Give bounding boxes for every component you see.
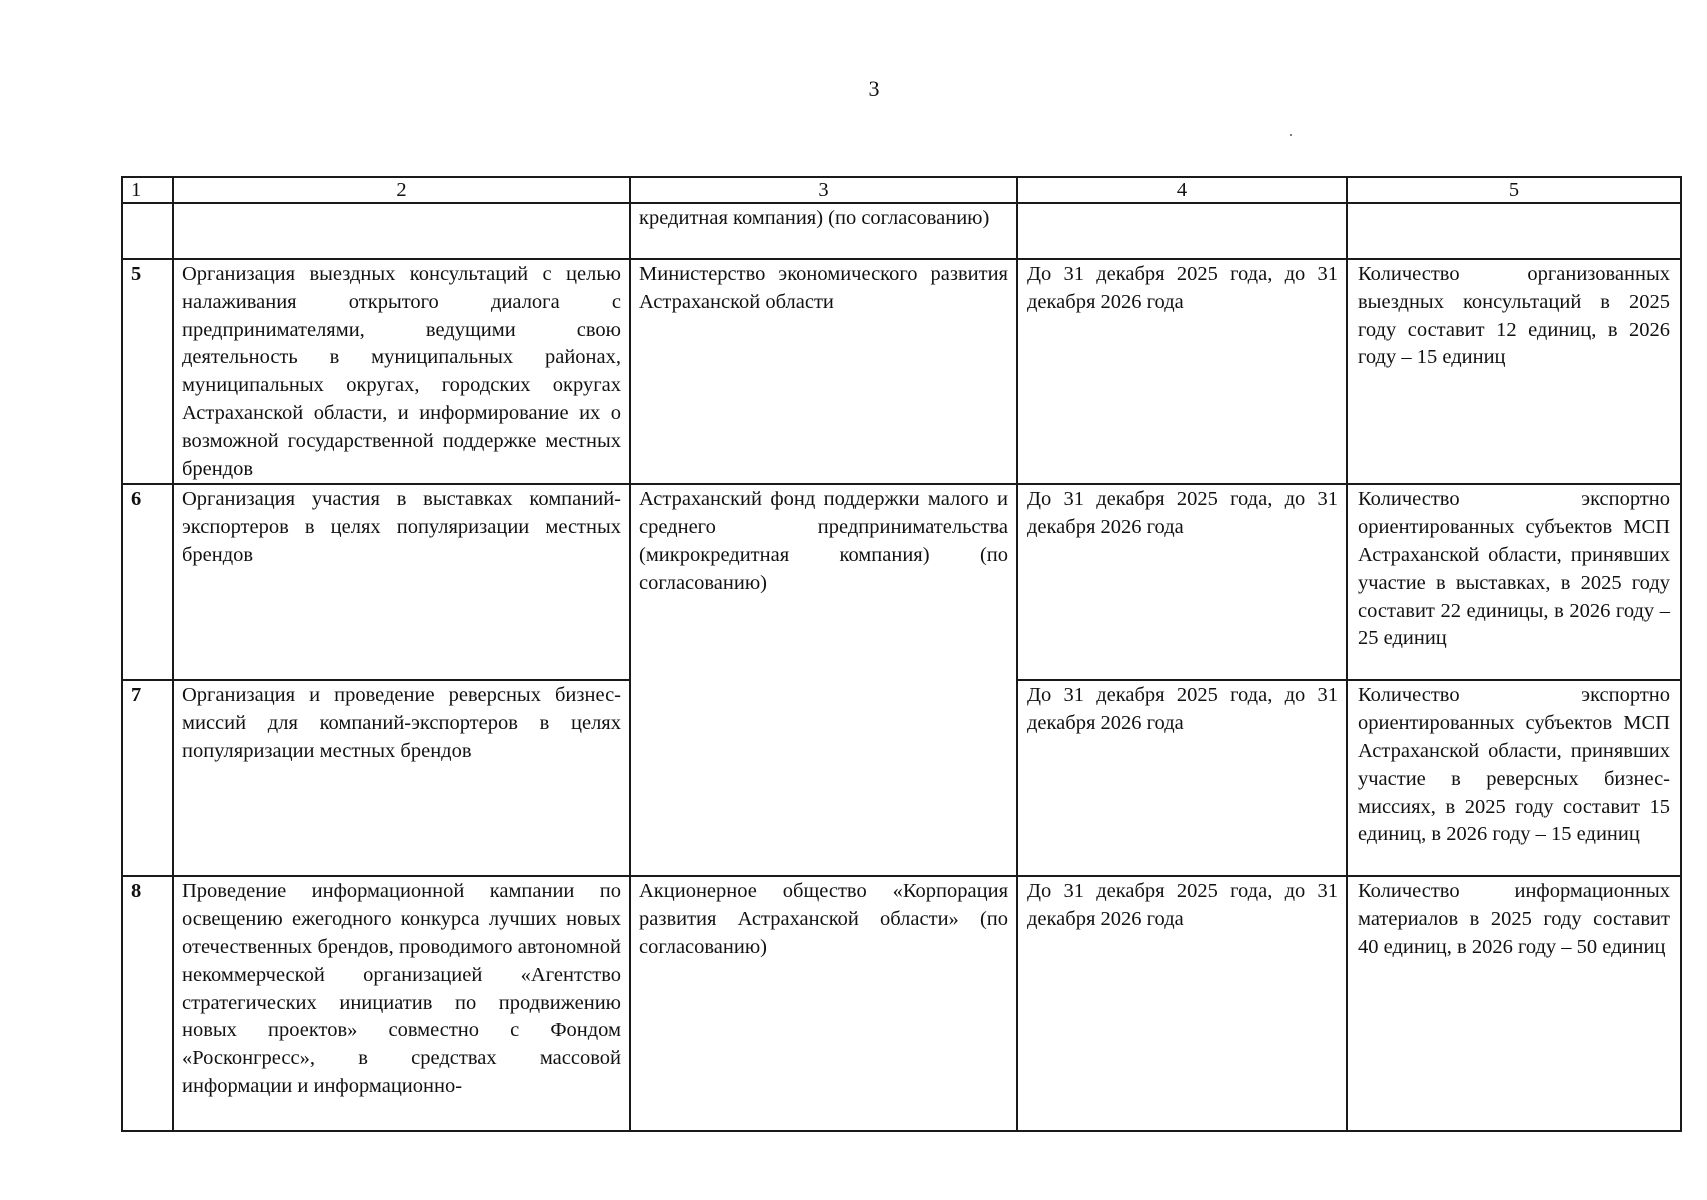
table-row-continuation [122, 203, 1681, 259]
header-col-5: 5 [1347, 177, 1681, 203]
deadline-cell: До 31 декабря 2025 года, до 31 декабря 2026 года [1017, 680, 1347, 876]
page-number: 3 [868, 76, 880, 101]
indicator-cell: Количество организованных выездных консультаций в 2025 году составит 12 единиц, в 2026 году – 15 единиц [1347, 259, 1681, 484]
indicator-cell: Количество экспортно ориентированных субъектов МСП Астраханской области, принявших участие в реверсных бизнес-миссиях, в 2025 году составит 15 единиц, в 2026 году – 15 единиц [1347, 680, 1681, 876]
indicator-cell: Количество информационных материалов в 2025 году составит 40 единиц, в 2026 году – 50 единиц [1347, 876, 1681, 1131]
event-cell [173, 203, 630, 259]
scan-speck [1290, 134, 1292, 136]
event-cell: Организация выездных консультаций с целью налаживания открытого диалога с предпринимателями, ведущими свою деятельность в муниципальных районах, муниципальных округах, городских округах Астраханской области, и информирование их о возможной государственной поддержке местных брендов [173, 259, 630, 484]
indicator-cell: Количество экспортно ориентированных субъектов МСП Астраханской области, принявших участие в выставках, в 2025 году составит 22 единицы, в 2026 году – 25 единиц [1347, 484, 1681, 680]
table-row [122, 259, 1681, 484]
header-col-1: 1 [122, 177, 173, 203]
row-number: 6 [122, 484, 173, 680]
indicator-cell [1347, 203, 1681, 259]
table-row [122, 876, 1681, 1131]
executor-cell: кредитная компания) (по согласованию) [630, 203, 1017, 259]
deadline-cell: До 31 декабря 2025 года, до 31 декабря 2026 года [1017, 259, 1347, 484]
row-number [122, 203, 173, 259]
event-cell: Организация участия в выставках компаний-экспортеров в целях популяризации местных брендов [173, 484, 630, 680]
deadline-cell: До 31 декабря 2025 года, до 31 декабря 2026 года [1017, 484, 1347, 680]
row-number: 7 [122, 680, 173, 876]
header-col-2: 2 [173, 177, 630, 203]
executor-cell: Министерство экономического развития Астраханской области [630, 259, 1017, 484]
row-number: 8 [122, 876, 173, 1131]
header-col-3: 3 [630, 177, 1017, 203]
header-col-4: 4 [1017, 177, 1347, 203]
event-cell: Проведение информационной кампании по освещению ежегодного конкурса лучших новых отечественных брендов, проводимого автономной некоммерческой организацией «Агентство стратегических инициатив по продвижению новых проектов» совместно с Фондом «Росконгресс», в средствах массовой информации и информационно- [173, 876, 630, 1131]
deadline-cell [1017, 203, 1347, 259]
deadline-cell: До 31 декабря 2025 года, до 31 декабря 2026 года [1017, 876, 1347, 1131]
row-number: 5 [122, 259, 173, 484]
event-cell: Организация и проведение реверсных бизнес-миссий для компаний-экспортеров в целях популяризации местных брендов [173, 680, 630, 876]
table-row [122, 484, 1681, 680]
plan-table [121, 176, 1682, 1132]
executor-cell: Акционерное общество «Корпорация развития Астраханской области» (по согласованию) [630, 876, 1017, 1131]
executor-cell: Астраханский фонд поддержки малого и среднего предпринимательства (микрокредитная компания) (по согласованию) [630, 484, 1017, 876]
table-header-row [122, 177, 1681, 203]
